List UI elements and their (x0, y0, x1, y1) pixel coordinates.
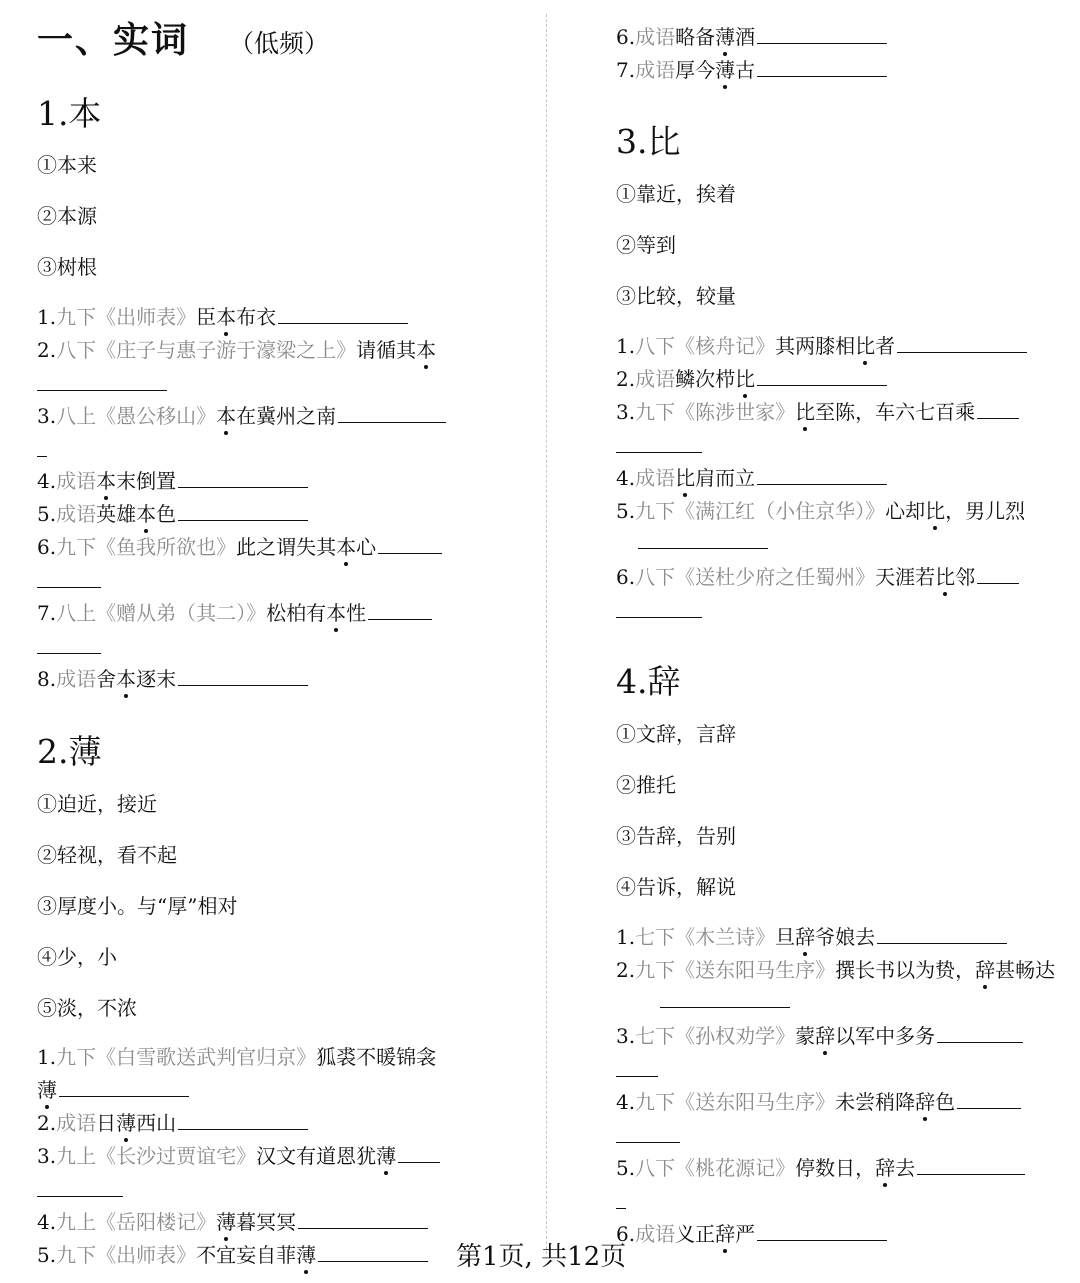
example-text: 至陈，车六七百乘 (815, 400, 976, 424)
answer-blank[interactable] (616, 1122, 680, 1143)
example-text: 3. (37, 1144, 57, 1168)
key-char: 薄 (376, 1144, 397, 1168)
example-item (37, 1107, 308, 1136)
answer-blank[interactable] (616, 432, 702, 453)
example-item (616, 396, 1019, 425)
key-char: 薄 (37, 1078, 57, 1102)
answer-line (616, 432, 702, 458)
example-text: 逐末 (136, 667, 177, 691)
key-char: 辞 (715, 1222, 736, 1246)
source-label: 成语 (635, 466, 676, 490)
example-text: 去 (895, 1156, 916, 1180)
source-label: 成语 (635, 58, 676, 82)
example-text: 肩而立 (695, 466, 756, 490)
source-label: 九下《鱼我所欲也》 (56, 535, 237, 559)
answer-line (37, 633, 101, 659)
key-char: 辞 (915, 1090, 936, 1114)
key-char: 辞 (875, 1156, 896, 1180)
answer-line (616, 1188, 626, 1214)
example-text: 邻 (955, 565, 976, 589)
example-text: 6. (616, 25, 636, 49)
answer-blank[interactable] (757, 365, 887, 386)
key-char: 本 (416, 338, 437, 362)
source-label: 八下《庄子与惠子游于濠梁之上》 (56, 338, 357, 362)
answer-line (37, 567, 101, 593)
example-text: 7. (616, 58, 636, 82)
key-char: 本 (336, 535, 357, 559)
example-text: 松柏有 (266, 601, 327, 625)
answer-blank[interactable] (318, 1241, 428, 1262)
example-item (616, 363, 887, 392)
answer-blank[interactable] (178, 467, 308, 488)
example-item (37, 663, 308, 692)
key-char: 比 (855, 334, 876, 358)
key-char: 本 (136, 502, 157, 526)
example-text: 臣 (196, 305, 217, 329)
answer-line (616, 1122, 680, 1148)
source-label: 成语 (56, 667, 97, 691)
example-text: 在冀州之南 (236, 404, 337, 428)
column-divider (546, 14, 547, 1254)
example-text: 4. (616, 466, 636, 490)
key-char: 辞 (975, 958, 996, 982)
answer-line (616, 1056, 658, 1082)
answer-blank[interactable] (757, 1220, 887, 1241)
definition: ②推托 (616, 773, 676, 797)
key-char: 本 (96, 469, 117, 493)
answer-blank[interactable] (616, 597, 702, 618)
answer-blank[interactable] (37, 436, 47, 457)
key-char: 本 (216, 404, 237, 428)
answer-blank[interactable] (977, 398, 1019, 419)
source-label: 八下《送杜少府之任蜀州》 (635, 565, 876, 589)
example-item (616, 1020, 1023, 1049)
example-item (616, 54, 887, 83)
definition: ①文辞，言辞 (616, 722, 736, 746)
example-text: 6. (616, 1222, 636, 1246)
example-item (37, 498, 308, 527)
source-label: 成语 (635, 1222, 676, 1246)
source-label: 成语 (56, 1111, 97, 1135)
example-text: 6. (37, 535, 57, 559)
example-text: 布衣 (236, 305, 277, 329)
answer-blank[interactable] (37, 370, 167, 391)
definition: ③厚度小。与“厚”相对 (37, 894, 238, 918)
answer-line (37, 436, 47, 462)
answer-blank[interactable] (178, 1109, 308, 1130)
key-char: 比 (795, 400, 816, 424)
example-text: 英雄 (96, 502, 137, 526)
answer-blank[interactable] (757, 56, 887, 77)
definition: ①靠近，挨着 (616, 182, 736, 206)
example-item (616, 921, 1007, 950)
example-text: ，男儿烈 (945, 499, 1026, 523)
example-item (616, 1086, 1021, 1115)
example-item (37, 400, 446, 429)
example-text: 爷娘去 (815, 925, 876, 949)
example-text: 甚畅达 (995, 958, 1056, 982)
section-title: 3.比 (616, 122, 681, 161)
heading-title: 一、实词 (37, 19, 190, 61)
example-text: 义正 (675, 1222, 716, 1246)
example-text: 色 (935, 1090, 956, 1114)
answer-blank[interactable] (977, 563, 1019, 584)
answer-blank[interactable] (368, 599, 432, 620)
answer-blank[interactable] (178, 500, 308, 521)
key-char: 比 (925, 499, 946, 523)
answer-line (616, 597, 702, 623)
example-item (37, 1041, 436, 1070)
example-text: 暮冥冥 (236, 1210, 297, 1234)
key-char: 薄 (715, 25, 736, 49)
example-text: 心却 (885, 499, 926, 523)
source-label: 九下《出师表》 (56, 1243, 197, 1267)
example-text: 1. (616, 334, 636, 358)
answer-blank[interactable] (897, 332, 1027, 353)
example-text: 严 (735, 1222, 756, 1246)
key-char: 辞 (795, 925, 816, 949)
example-item (37, 334, 436, 363)
definition: ①迫近，接近 (37, 792, 157, 816)
example-text: 心 (356, 535, 377, 559)
example-text: 旦 (775, 925, 796, 949)
source-label: 成语 (635, 367, 676, 391)
example-text: 撰长书以为贽， (835, 958, 976, 982)
definition: ⑤淡，不浓 (37, 996, 137, 1020)
example-item (37, 1239, 428, 1268)
answer-blank[interactable] (616, 1056, 658, 1077)
definition: ③告辞，告别 (616, 824, 736, 848)
example-text: 舍 (96, 667, 117, 691)
example-text: 2. (37, 1111, 57, 1135)
source-label: 七下《孙权劝学》 (635, 1024, 796, 1048)
answer-blank[interactable] (37, 1176, 123, 1197)
example-item (616, 21, 887, 50)
example-text: 4. (37, 469, 57, 493)
answer-blank[interactable] (398, 1142, 440, 1163)
example-text: 2. (616, 958, 636, 982)
answer-line (616, 987, 790, 1013)
page-number: 第1页, 共12页 (456, 1242, 627, 1272)
example-text: 5. (616, 499, 636, 523)
example-text: 2. (616, 367, 636, 391)
source-label: 九下《白雪歌送武判官归京》 (56, 1045, 317, 1069)
example-item (37, 1206, 428, 1235)
key-char: 比 (675, 466, 696, 490)
answer-blank[interactable] (757, 464, 887, 485)
source-label: 九下《陈涉世家》 (635, 400, 796, 424)
example-text: 3. (616, 1024, 636, 1048)
example-text: 以军中多务 (835, 1024, 936, 1048)
key-char: 本 (326, 601, 347, 625)
example-item (37, 465, 308, 494)
key-char: 薄 (296, 1243, 317, 1267)
source-label: 成语 (56, 469, 97, 493)
source-label: 八上《赠从弟（其二）》 (56, 601, 267, 625)
example-text: 5. (37, 502, 57, 526)
key-char: 比 (935, 565, 956, 589)
example-text: 日 (96, 1111, 117, 1135)
definition: ③树根 (37, 255, 97, 279)
example-item (616, 954, 1055, 983)
answer-blank[interactable] (59, 1076, 189, 1097)
example-item (616, 1152, 1025, 1181)
example-text: 狐裘不暖锦衾 (316, 1045, 437, 1069)
example-item (616, 1218, 887, 1247)
example-text: 8. (37, 667, 57, 691)
page-heading (37, 12, 329, 63)
answer-blank[interactable] (877, 923, 1007, 944)
source-label: 八下《桃花源记》 (635, 1156, 796, 1180)
answer-blank[interactable] (37, 567, 101, 588)
example-item (37, 597, 432, 626)
example-text: 古 (735, 58, 756, 82)
answer-line (37, 370, 167, 396)
example-text: 5. (616, 1156, 636, 1180)
example-text: 厚今 (675, 58, 716, 82)
source-label: 八下《核舟记》 (635, 334, 776, 358)
source-label: 成语 (56, 502, 97, 526)
key-char: 本 (216, 305, 237, 329)
definition: ④告诉，解说 (616, 875, 736, 899)
answer-blank[interactable] (957, 1088, 1021, 1109)
source-label: 七下《木兰诗》 (635, 925, 776, 949)
example-text: 色 (156, 502, 177, 526)
source-label: 九下《送东阳马生序》 (635, 1090, 836, 1114)
example-text: 鳞次栉 (675, 367, 736, 391)
answer-blank[interactable] (37, 633, 101, 654)
example-text: 不宜妄自菲 (196, 1243, 297, 1267)
answer-blank[interactable] (278, 303, 408, 324)
definition: ②等到 (616, 233, 676, 257)
answer-blank[interactable] (616, 1188, 626, 1209)
example-item (616, 330, 1027, 359)
source-label: 九上《长沙过贾谊宅》 (56, 1144, 257, 1168)
example-text: 3. (616, 400, 636, 424)
example-item (616, 495, 1025, 524)
example-text: 7. (37, 601, 57, 625)
key-char: 薄 (715, 58, 736, 82)
key-char: 本 (116, 667, 137, 691)
example-text: 略备 (675, 25, 716, 49)
example-text: 6. (616, 565, 636, 589)
answer-line (37, 1176, 123, 1202)
example-item (37, 1140, 440, 1169)
example-item (37, 531, 442, 560)
example-text: 者 (875, 334, 896, 358)
source-label: 九下《满江红（小住京华）》 (635, 499, 886, 523)
source-label: 八上《愚公移山》 (56, 404, 217, 428)
answer-blank[interactable] (378, 533, 442, 554)
answer-blank[interactable] (937, 1022, 1023, 1043)
definition: ③比较，较量 (616, 284, 736, 308)
source-label: 成语 (635, 25, 676, 49)
section-title: 1.本 (37, 94, 102, 133)
answer-blank[interactable] (660, 987, 790, 1008)
example-text: 1. (37, 305, 57, 329)
example-text: 汉文有道恩犹 (256, 1144, 377, 1168)
example-item (37, 301, 408, 330)
answer-blank[interactable] (298, 1208, 428, 1229)
key-char: 比 (735, 367, 756, 391)
answer-blank[interactable] (178, 665, 308, 686)
section-title: 4.辞 (616, 662, 681, 701)
source-label: 九下《出师表》 (56, 305, 197, 329)
section-title: 2.薄 (37, 732, 102, 771)
example-text: 西山 (136, 1111, 177, 1135)
example-text: 请循其 (356, 338, 417, 362)
key-char: 薄 (216, 1210, 237, 1234)
definition: ④少，小 (37, 945, 117, 969)
key-char: 薄 (116, 1111, 137, 1135)
example-text: 未尝稍降 (835, 1090, 916, 1114)
example-text: 3. (37, 404, 57, 428)
example-item (616, 561, 1019, 590)
source-label: 九上《岳阳楼记》 (56, 1210, 217, 1234)
example-text: 蒙 (795, 1024, 816, 1048)
example-text: 末倒置 (116, 469, 177, 493)
example-text: 1. (37, 1045, 57, 1069)
example-text: 天涯若 (875, 565, 936, 589)
example-text: 1. (616, 925, 636, 949)
example-text: 5. (37, 1243, 57, 1267)
answer-blank[interactable] (338, 402, 446, 423)
answer-blank[interactable] (638, 528, 768, 549)
definition: ①本来 (37, 153, 97, 177)
answer-blank[interactable] (757, 23, 887, 44)
example-text: 4. (616, 1090, 636, 1114)
example-text: 性 (346, 601, 367, 625)
source-label: 九下《送东阳马生序》 (635, 958, 836, 982)
example-text: 停数日， (795, 1156, 876, 1180)
example-text: 此之谓失其 (236, 535, 337, 559)
example-text: 其两膝相 (775, 334, 856, 358)
key-char: 辞 (815, 1024, 836, 1048)
example-item (616, 462, 887, 491)
example-text: 2. (37, 338, 57, 362)
definition: ②轻视，看不起 (37, 843, 177, 867)
example-item-cont (37, 1074, 189, 1103)
example-text: 4. (37, 1210, 57, 1234)
answer-blank[interactable] (917, 1154, 1025, 1175)
answer-line (616, 528, 768, 554)
heading-subtitle: （低频） (229, 29, 330, 58)
example-text: 酒 (735, 25, 756, 49)
definition: ②本源 (37, 204, 97, 228)
